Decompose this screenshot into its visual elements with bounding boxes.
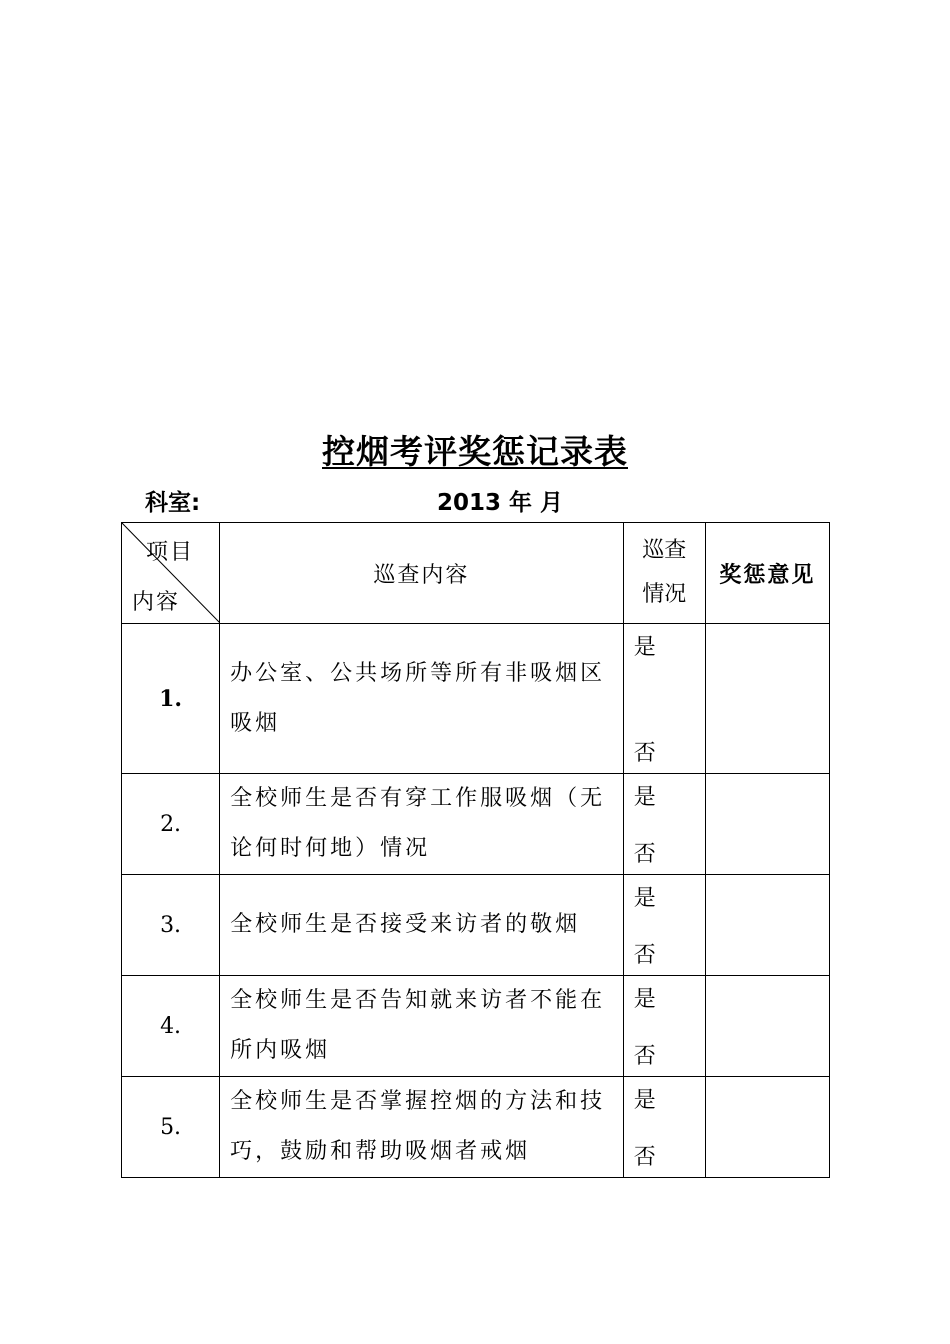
header-inspection-status: [623, 523, 705, 624]
no-option[interactable]: 否: [633, 1145, 656, 1170]
row-number: 1.: [122, 624, 220, 774]
row-number: 5.: [122, 1077, 220, 1178]
row-content: 全校师生是否掌握控烟的方法和技巧，鼓励和帮助吸烟者戒烟: [220, 1077, 624, 1178]
row-check-cell: [623, 875, 705, 976]
header-opinion: 奖惩意见: [705, 523, 829, 624]
row-opinion-cell[interactable]: [705, 624, 829, 774]
row-content: 全校师生是否告知就来访者不能在所内吸烟: [220, 976, 624, 1077]
row-opinion-cell[interactable]: [705, 875, 829, 976]
row-content: 办公室、公共场所等所有非吸烟区吸烟: [220, 624, 624, 774]
diagonal-header-cell: [122, 523, 220, 624]
row-opinion-cell[interactable]: [705, 976, 829, 1077]
row-check-cell: [623, 624, 705, 774]
yes-option[interactable]: 是: [633, 635, 656, 660]
row-opinion-cell[interactable]: [705, 774, 829, 875]
header-content-label: 内容: [132, 590, 181, 615]
header-row: [122, 523, 830, 624]
date-label: 2013 年 月: [437, 490, 564, 516]
yes-option[interactable]: 是: [633, 1088, 656, 1113]
no-option[interactable]: 否: [633, 943, 656, 968]
no-option[interactable]: 否: [633, 1044, 656, 1069]
header-check-line2: 情况: [642, 582, 687, 607]
table-row: [122, 875, 830, 976]
table-row: [122, 624, 830, 774]
department-label: 科室:: [145, 490, 201, 516]
table-row: [122, 1077, 830, 1178]
row-check-cell: [623, 774, 705, 875]
table-row: [122, 976, 830, 1077]
yes-option[interactable]: 是: [633, 785, 656, 810]
row-content: 全校师生是否接受来访者的敬烟: [220, 875, 624, 976]
row-content: 全校师生是否有穿工作服吸烟（无论何时何地）情况: [220, 774, 624, 875]
title-text: 控烟考评奖惩记录表: [322, 432, 628, 471]
row-number: 4.: [122, 976, 220, 1077]
yes-option[interactable]: 是: [633, 886, 656, 911]
row-check-cell: [623, 976, 705, 1077]
header-inspection-content: 巡查内容: [220, 523, 624, 624]
row-number: 3.: [122, 875, 220, 976]
row-check-cell: [623, 1077, 705, 1178]
no-option[interactable]: 否: [633, 842, 656, 867]
no-option[interactable]: 否: [633, 741, 656, 766]
yes-option[interactable]: 是: [633, 987, 656, 1012]
header-item-label: 项目: [146, 540, 195, 565]
row-number: 2.: [122, 774, 220, 875]
row-opinion-cell[interactable]: [705, 1077, 829, 1178]
header-check-line1: 巡查: [642, 538, 687, 563]
document-title: [0, 426, 950, 473]
record-table: [121, 522, 830, 1178]
table-row: [122, 774, 830, 875]
